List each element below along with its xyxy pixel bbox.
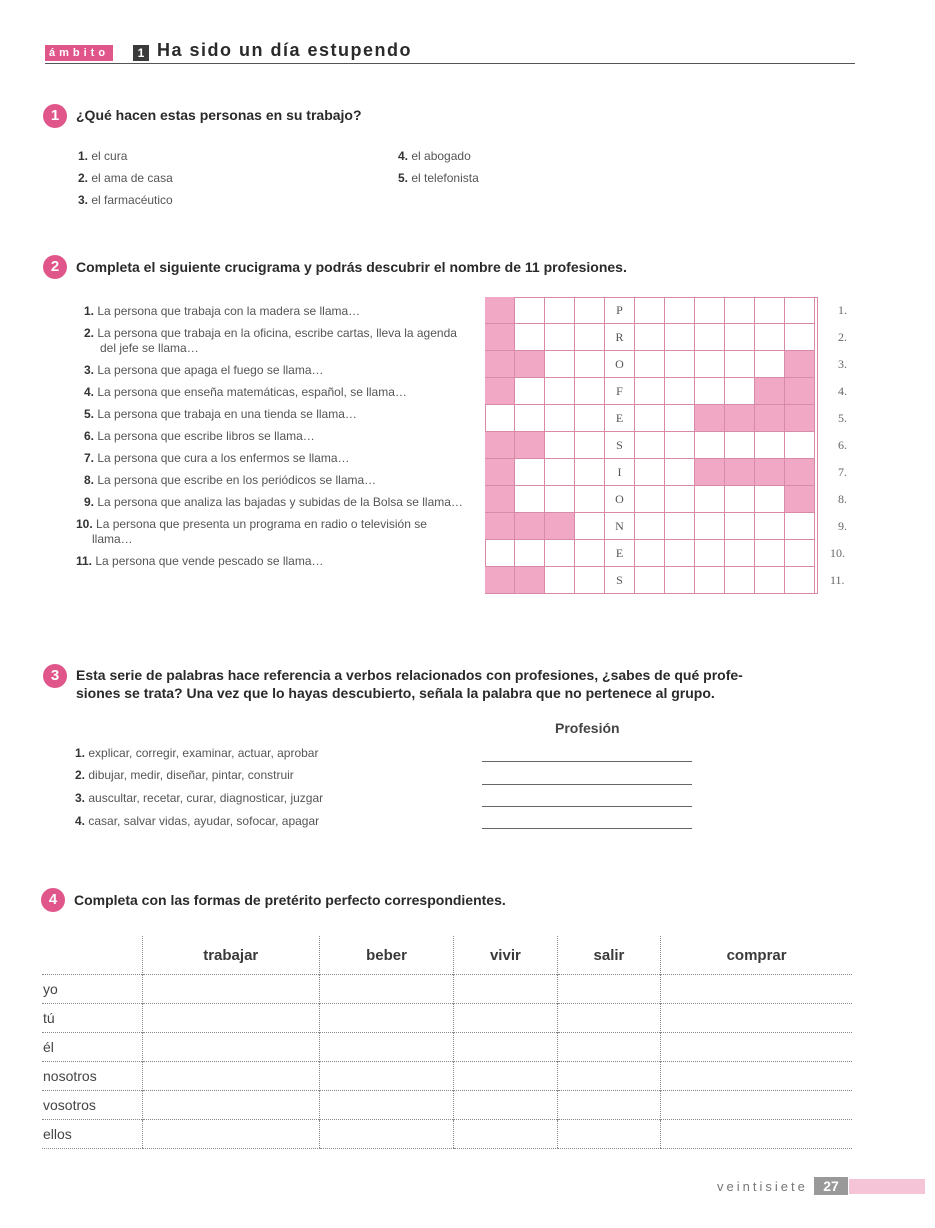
- crossword-cell[interactable]: [725, 351, 755, 378]
- crossword-cell[interactable]: [635, 351, 665, 378]
- pronoun-label: ellos: [42, 1120, 142, 1149]
- crossword-key-letter: P: [605, 297, 635, 324]
- crossword-cell[interactable]: [785, 351, 815, 378]
- crossword-cell[interactable]: [515, 432, 545, 459]
- exercise-1-item: 5. el telefonista: [398, 171, 479, 185]
- crossword-cell[interactable]: [515, 297, 545, 324]
- clue-item: 4. La persona que enseña matemáticas, español, se llama…: [84, 385, 407, 399]
- crossword-cell[interactable]: [785, 297, 815, 324]
- crossword-cell[interactable]: [785, 405, 815, 432]
- crossword-cell[interactable]: [545, 567, 575, 594]
- answer-cell[interactable]: [142, 1062, 319, 1091]
- crossword-cell[interactable]: [755, 297, 785, 324]
- exercise-3-title: [76, 667, 846, 701]
- crossword-cell[interactable]: [485, 459, 515, 486]
- answer-cell[interactable]: [661, 1091, 852, 1120]
- crossword-row-number: 10.: [830, 546, 845, 560]
- exercise-3-badge: 3: [43, 664, 67, 688]
- crossword-cell[interactable]: [635, 432, 665, 459]
- crossword-cell[interactable]: [725, 540, 755, 567]
- pronoun-label: tú: [42, 1004, 142, 1033]
- verb-series-item: 1. explicar, corregir, examinar, actuar, aprobar: [75, 746, 319, 760]
- crossword-cell[interactable]: [485, 351, 515, 378]
- page-number-word: veintisiete: [717, 1179, 808, 1194]
- answer-cell[interactable]: [454, 975, 558, 1004]
- crossword-cell[interactable]: [485, 540, 515, 567]
- crossword-key-letter: S: [605, 567, 635, 594]
- clue-item: 2. La persona que trabaja en la oficina, escribe cartas, lleva la agenda del jefe se llama…: [84, 326, 457, 355]
- crossword-cell[interactable]: [695, 405, 725, 432]
- crossword-row-number: 8.: [838, 492, 847, 506]
- crossword-cell[interactable]: [575, 567, 605, 594]
- answer-cell[interactable]: [661, 1120, 852, 1149]
- answer-cell[interactable]: [319, 1120, 453, 1149]
- exercise-2-title: Completa el siguiente crucigrama y podrás descubrir el nombre de 11 profesiones.: [76, 259, 627, 275]
- crossword-key-letter: N: [605, 513, 635, 540]
- crossword-cell[interactable]: [515, 351, 545, 378]
- crossword-grid: [485, 297, 818, 594]
- crossword-cell[interactable]: [755, 540, 785, 567]
- crossword-cell[interactable]: [755, 324, 785, 351]
- crossword-cell[interactable]: [785, 567, 815, 594]
- crossword-cell[interactable]: [755, 405, 785, 432]
- crossword-cell[interactable]: [785, 486, 815, 513]
- crossword-cell[interactable]: [785, 540, 815, 567]
- crossword-cell[interactable]: [755, 459, 785, 486]
- crossword-cell[interactable]: [695, 324, 725, 351]
- pronoun-label: él: [42, 1033, 142, 1062]
- crossword-cell[interactable]: [695, 513, 725, 540]
- clue-item: 1. La persona que trabaja con la madera se llama…: [84, 304, 361, 318]
- clue-item: 6. La persona que escribe libros se llama…: [84, 429, 315, 443]
- crossword-cell[interactable]: [755, 513, 785, 540]
- answer-cell[interactable]: [557, 1091, 661, 1120]
- answer-cell[interactable]: [661, 975, 852, 1004]
- crossword-cell[interactable]: [635, 324, 665, 351]
- table-row: [42, 1062, 852, 1091]
- clue-item: 8. La persona que escribe en los periódicos se llama…: [84, 473, 377, 487]
- unit-label-ambito: ámbito: [45, 45, 113, 61]
- crossword-cell[interactable]: [485, 297, 515, 324]
- crossword-cell[interactable]: [485, 324, 515, 351]
- crossword-cell[interactable]: [545, 405, 575, 432]
- crossword-cell[interactable]: [665, 432, 695, 459]
- crossword-cell[interactable]: [725, 297, 755, 324]
- exercise-1-item: 4. el abogado: [398, 149, 471, 163]
- answer-cell[interactable]: [557, 1033, 661, 1062]
- crossword-row-number: 7.: [838, 465, 847, 479]
- crossword-cell[interactable]: [755, 567, 785, 594]
- crossword-key-letter: E: [605, 540, 635, 567]
- crossword-row-number: 6.: [838, 438, 847, 452]
- crossword-key-letter: O: [605, 486, 635, 513]
- crossword-key-letter: E: [605, 405, 635, 432]
- crossword-cell[interactable]: [755, 378, 785, 405]
- crossword-cell[interactable]: [665, 297, 695, 324]
- crossword-cell[interactable]: [545, 486, 575, 513]
- answer-cell[interactable]: [661, 1062, 852, 1091]
- crossword-cell[interactable]: [485, 513, 515, 540]
- clue-item: 11. La persona que vende pescado se llama…: [76, 554, 324, 568]
- crossword-cell[interactable]: [785, 513, 815, 540]
- crossword-key-letter: F: [605, 378, 635, 405]
- page-title: Ha sido un día estupendo: [157, 40, 413, 60]
- crossword-cell[interactable]: [785, 432, 815, 459]
- crossword-cell[interactable]: [755, 432, 785, 459]
- crossword-cell[interactable]: [695, 459, 725, 486]
- crossword-cell[interactable]: [635, 567, 665, 594]
- exercise-4-title: Completa con las formas de pretérito perfecto correspondientes.: [74, 892, 506, 908]
- crossword-cell[interactable]: [545, 324, 575, 351]
- profession-column-header: Profesión: [555, 720, 620, 736]
- crossword-cell[interactable]: [725, 513, 755, 540]
- pronoun-label: vosotros: [42, 1091, 142, 1120]
- crossword-cell[interactable]: [485, 486, 515, 513]
- profession-answer-line[interactable]: [482, 806, 692, 807]
- crossword-cell[interactable]: [635, 405, 665, 432]
- crossword-cell[interactable]: [755, 486, 785, 513]
- table-row: [42, 1120, 852, 1149]
- crossword-row-number: 5.: [838, 411, 847, 425]
- crossword-cell[interactable]: [665, 486, 695, 513]
- crossword-cell[interactable]: [485, 378, 515, 405]
- verb-series-item: 3. auscultar, recetar, curar, diagnosticar, juzgar: [75, 791, 324, 805]
- crossword-cell[interactable]: [695, 432, 725, 459]
- crossword-cell[interactable]: [635, 486, 665, 513]
- exercise-1-item: 1. el cura: [78, 149, 128, 163]
- crossword-row-number: 2.: [838, 330, 847, 344]
- crossword-cell[interactable]: [725, 378, 755, 405]
- crossword-cell[interactable]: [575, 351, 605, 378]
- exercise-4-badge: 4: [41, 888, 65, 912]
- conjugation-table: [42, 936, 852, 1149]
- crossword-cell[interactable]: [725, 567, 755, 594]
- crossword-cell[interactable]: [515, 513, 545, 540]
- crossword-cell[interactable]: [695, 567, 725, 594]
- crossword-cell[interactable]: [515, 324, 545, 351]
- crossword-row-number: 3.: [838, 357, 847, 371]
- crossword-cell[interactable]: [665, 513, 695, 540]
- crossword-cell[interactable]: [695, 297, 725, 324]
- crossword-cell[interactable]: [785, 378, 815, 405]
- exercise-1-title: ¿Qué hacen estas personas en su trabajo?: [76, 107, 362, 123]
- answer-cell[interactable]: [661, 1004, 852, 1033]
- crossword-cell[interactable]: [485, 432, 515, 459]
- crossword-cell[interactable]: [635, 297, 665, 324]
- crossword-cell[interactable]: [515, 378, 545, 405]
- crossword-cell[interactable]: [515, 405, 545, 432]
- answer-cell[interactable]: [454, 1120, 558, 1149]
- answer-cell[interactable]: [142, 1120, 319, 1149]
- verb-header: beber: [319, 936, 453, 975]
- profession-answer-line[interactable]: [482, 828, 692, 829]
- crossword-cell[interactable]: [665, 540, 695, 567]
- answer-cell[interactable]: [454, 1091, 558, 1120]
- answer-cell[interactable]: [142, 975, 319, 1004]
- page-number: 27: [814, 1177, 848, 1195]
- profession-answer-line[interactable]: [482, 761, 692, 762]
- exercise-3-title-line: Esta serie de palabras hace referencia a verbos relacionados con profesiones, ¿sabes de qué profe-: [76, 667, 743, 683]
- exercise-2-badge: 2: [43, 255, 67, 279]
- crossword-cell[interactable]: [515, 459, 545, 486]
- crossword-cell[interactable]: [755, 351, 785, 378]
- answer-cell[interactable]: [454, 1004, 558, 1033]
- crossword-key-letter: R: [605, 324, 635, 351]
- crossword-cell[interactable]: [485, 405, 515, 432]
- crossword-cell[interactable]: [695, 351, 725, 378]
- crossword-cell[interactable]: [695, 378, 725, 405]
- answer-cell[interactable]: [557, 1120, 661, 1149]
- table-corner: [42, 936, 142, 975]
- crossword-cell[interactable]: [515, 540, 545, 567]
- crossword-cell[interactable]: [725, 459, 755, 486]
- table-header-row: [42, 936, 852, 975]
- crossword-cell[interactable]: [635, 540, 665, 567]
- crossword-cell[interactable]: [785, 459, 815, 486]
- answer-cell[interactable]: [319, 1033, 453, 1062]
- crossword-cell[interactable]: [665, 378, 695, 405]
- crossword-row-number: 1.: [838, 303, 847, 317]
- clue-item: 9. La persona que analiza las bajadas y subidas de la Bolsa se llama…: [84, 495, 463, 509]
- answer-cell[interactable]: [557, 1062, 661, 1091]
- exercise-1-item: 2. el ama de casa: [78, 171, 173, 185]
- crossword-cell[interactable]: [665, 459, 695, 486]
- answer-cell[interactable]: [557, 1004, 661, 1033]
- verb-header: trabajar: [142, 936, 319, 975]
- answer-cell[interactable]: [661, 1033, 852, 1062]
- footer-band: [849, 1179, 925, 1194]
- table-row: [42, 975, 852, 1004]
- unit-number: 1: [133, 45, 149, 61]
- crossword-cell[interactable]: [575, 324, 605, 351]
- exercise-3-title-line: siones se trata? Una vez que lo hayas descubierto, señala la palabra que no pertenece al grupo.: [76, 685, 715, 701]
- crossword-cell[interactable]: [785, 324, 815, 351]
- crossword-cell[interactable]: [635, 513, 665, 540]
- answer-cell[interactable]: [319, 975, 453, 1004]
- crossword-cell[interactable]: [725, 324, 755, 351]
- crossword-cell[interactable]: [695, 486, 725, 513]
- crossword-cell[interactable]: [545, 351, 575, 378]
- crossword-cell[interactable]: [725, 486, 755, 513]
- crossword-key-letter: O: [605, 351, 635, 378]
- crossword-cell[interactable]: [575, 486, 605, 513]
- answer-cell[interactable]: [142, 1033, 319, 1062]
- clue-item: 7. La persona que cura a los enfermos se llama…: [84, 451, 350, 465]
- crossword-cell[interactable]: [545, 297, 575, 324]
- clue-item: 3. La persona que apaga el fuego se llama…: [84, 363, 324, 377]
- answer-cell[interactable]: [319, 1091, 453, 1120]
- answer-cell[interactable]: [142, 1004, 319, 1033]
- crossword-cell[interactable]: [695, 540, 725, 567]
- crossword-cell[interactable]: [545, 459, 575, 486]
- answer-cell[interactable]: [319, 1062, 453, 1091]
- crossword-cell[interactable]: [545, 432, 575, 459]
- header-rule: [45, 63, 855, 64]
- crossword-cell[interactable]: [515, 567, 545, 594]
- crossword-cell[interactable]: [665, 351, 695, 378]
- crossword-cell[interactable]: [575, 297, 605, 324]
- crossword-cell[interactable]: [545, 378, 575, 405]
- verb-header: vivir: [454, 936, 558, 975]
- profession-answer-line[interactable]: [482, 784, 692, 785]
- verb-header: salir: [557, 936, 661, 975]
- table-row: [42, 1033, 852, 1062]
- crossword-cell[interactable]: [545, 540, 575, 567]
- crossword-key-letter: S: [605, 432, 635, 459]
- answer-cell[interactable]: [454, 1033, 558, 1062]
- clue-item: 10. La persona que presenta un programa en radio o televisión se llama…: [76, 517, 427, 546]
- crossword-key-letter: I: [605, 459, 635, 486]
- crossword-cell[interactable]: [725, 405, 755, 432]
- crossword-cell[interactable]: [665, 567, 695, 594]
- crossword-cell[interactable]: [575, 432, 605, 459]
- crossword-cell[interactable]: [635, 459, 665, 486]
- crossword-cell[interactable]: [575, 540, 605, 567]
- verb-series-item: 2. dibujar, medir, diseñar, pintar, construir: [75, 768, 294, 782]
- crossword-row-number: 4.: [838, 384, 847, 398]
- crossword-cell[interactable]: [725, 432, 755, 459]
- exercise-1-item: 3. el farmacéutico: [78, 193, 173, 207]
- exercise-1-badge: 1: [43, 104, 67, 128]
- pronoun-label: nosotros: [42, 1062, 142, 1091]
- crossword-row-number: 9.: [838, 519, 847, 533]
- answer-cell[interactable]: [454, 1062, 558, 1091]
- crossword-cell[interactable]: [515, 486, 545, 513]
- verb-series-item: 4. casar, salvar vidas, ayudar, sofocar, apagar: [75, 814, 320, 828]
- crossword-cell[interactable]: [635, 378, 665, 405]
- pronoun-label: yo: [42, 975, 142, 1004]
- table-row: [42, 1091, 852, 1120]
- crossword-cell[interactable]: [575, 513, 605, 540]
- crossword-cell[interactable]: [545, 513, 575, 540]
- answer-cell[interactable]: [557, 975, 661, 1004]
- crossword-cell[interactable]: [665, 405, 695, 432]
- table-row: [42, 1004, 852, 1033]
- crossword-cell[interactable]: [575, 378, 605, 405]
- crossword-cell[interactable]: [575, 459, 605, 486]
- clue-list: [76, 304, 469, 569]
- crossword-cell[interactable]: [665, 324, 695, 351]
- clue-item: 5. La persona que trabaja en una tienda se llama…: [84, 407, 357, 421]
- crossword-cell[interactable]: [485, 567, 515, 594]
- crossword-row-number: 11.: [830, 573, 845, 587]
- verb-header: comprar: [661, 936, 852, 975]
- answer-cell[interactable]: [319, 1004, 453, 1033]
- answer-cell[interactable]: [142, 1091, 319, 1120]
- crossword-cell[interactable]: [575, 405, 605, 432]
